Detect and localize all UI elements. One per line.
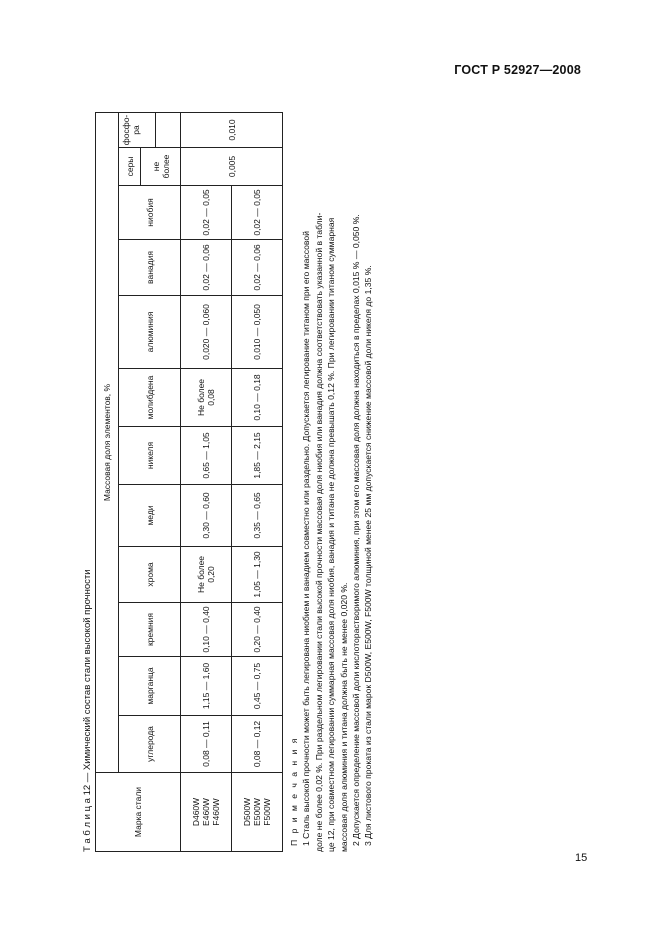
note-1-line-4: массовая доля алюминия и титана должна быть не менее 0,020 %. — [338, 582, 349, 852]
header-mark: Марка стали — [96, 773, 181, 852]
steel-mark: E500W — [252, 798, 262, 826]
cell-chromium: 1,05 — 1,30 — [232, 547, 283, 603]
cell-molybdenum: 0,10 — 0,18 — [232, 369, 283, 427]
header-phosphorus-cell — [119, 113, 181, 148]
cell-niobium: 0,02 — 0,05 — [181, 186, 232, 240]
header-nickel: никеля — [119, 427, 181, 485]
cell-silicon: 0,10 — 0,40 — [181, 603, 232, 657]
cell-carbon: 0,08 — 0,12 — [232, 716, 283, 773]
note-2: 2 Допускается определение массовой доли кислоторастворимого алюминия, при этом его массовая доля должна находиться в пределах 0,015 % — 0,050 %. — [351, 214, 362, 846]
cell-vanadium: 0,02 — 0,06 — [181, 240, 232, 296]
cell-molybdenum: Не более 0,08 — [181, 369, 232, 427]
cell-copper: 0,35 — 0,65 — [232, 485, 283, 547]
steel-mark: F460W — [211, 798, 221, 826]
cell-copper: 0,30 — 0,60 — [181, 485, 232, 547]
header-silicon: кремния — [119, 603, 181, 657]
cell-aluminum: 0,010 — 0,050 — [232, 296, 283, 369]
header-molybdenum: молибдена — [119, 369, 181, 427]
note-1-line-3: це 12, при совместном легировании суммарная массовая доля ниобия, ванадия и титана не должна превышать 0,12 %. При легировании титаном суммарная — [326, 217, 337, 852]
cell-nickel: 0,65 — 1,05 — [181, 427, 232, 485]
note-1-line-2: доле не более 0,02 %. При раздельном легировании стали высокой прочности массовая доля ниобия или ванадия должна соответствовать указанной в табли- — [313, 212, 324, 852]
header-aluminum: алюминия — [119, 296, 181, 369]
cell-sulfur: 0,005 — [181, 148, 283, 186]
cell-phosphorus: 0,010 — [181, 113, 283, 148]
steel-mark: D500W — [242, 797, 252, 827]
cell-aluminum: 0,020 — 0,060 — [181, 296, 232, 369]
header-mass-fraction: Массовая доля элементов, % — [96, 113, 119, 773]
header-vanadium: ванадия — [119, 240, 181, 296]
note-3: 3 Для листового проката из стали марок D500W, E500W, F500W толщиной менее 25 мм допускается снижение массовой доли никеля до 1,35 %. — [363, 265, 374, 846]
header-niobium: ниобия — [119, 186, 181, 240]
steel-mark: F500W — [262, 798, 272, 826]
cell-manganese: 0,45 — 0,75 — [232, 657, 283, 716]
header-sulfur: серы — [119, 148, 141, 186]
cell-niobium: 0,02 — 0,05 — [232, 186, 283, 240]
notes-title: П р и м е ч а н и я — [289, 736, 299, 846]
cell-manganese: 1,15 — 1,60 — [181, 657, 232, 716]
marks-cell-1 — [181, 773, 232, 852]
rotated-table-block — [80, 102, 380, 852]
document-header: ГОСТ Р 52927—2008 — [454, 63, 581, 77]
header-phosphorus: фосфо-ра — [121, 114, 141, 146]
cell-chromium: Не более 0,20 — [181, 547, 232, 603]
table-notes — [288, 102, 375, 852]
marks-cell-2 — [232, 773, 283, 852]
cell-vanadium: 0,02 — 0,06 — [232, 240, 283, 296]
cell-nickel: 1,85 — 2,15 — [232, 427, 283, 485]
cell-carbon: 0,08 — 0,11 — [181, 716, 232, 773]
note-1-line-1: 1 Сталь высокой прочности может быть легирована ниобием и ванадием совместно или раздельно. Допускается легирование титаном при его массовой — [301, 231, 312, 846]
page-number: 15 — [575, 852, 588, 864]
steel-mark: D460W — [191, 797, 201, 827]
header-copper: меди — [119, 485, 181, 547]
cell-silicon: 0,20 — 0,40 — [232, 603, 283, 657]
header-chromium: хрома — [119, 547, 181, 603]
header-carbon: углерода — [119, 716, 181, 773]
table-caption: Т а б л и ц а 12 — Химический состав стали высокой прочности — [82, 569, 93, 852]
header-not-more: не более — [141, 148, 181, 186]
chemical-composition-table — [95, 112, 283, 852]
steel-mark: E460W — [201, 798, 211, 826]
header-manganese: марганца — [119, 657, 181, 716]
